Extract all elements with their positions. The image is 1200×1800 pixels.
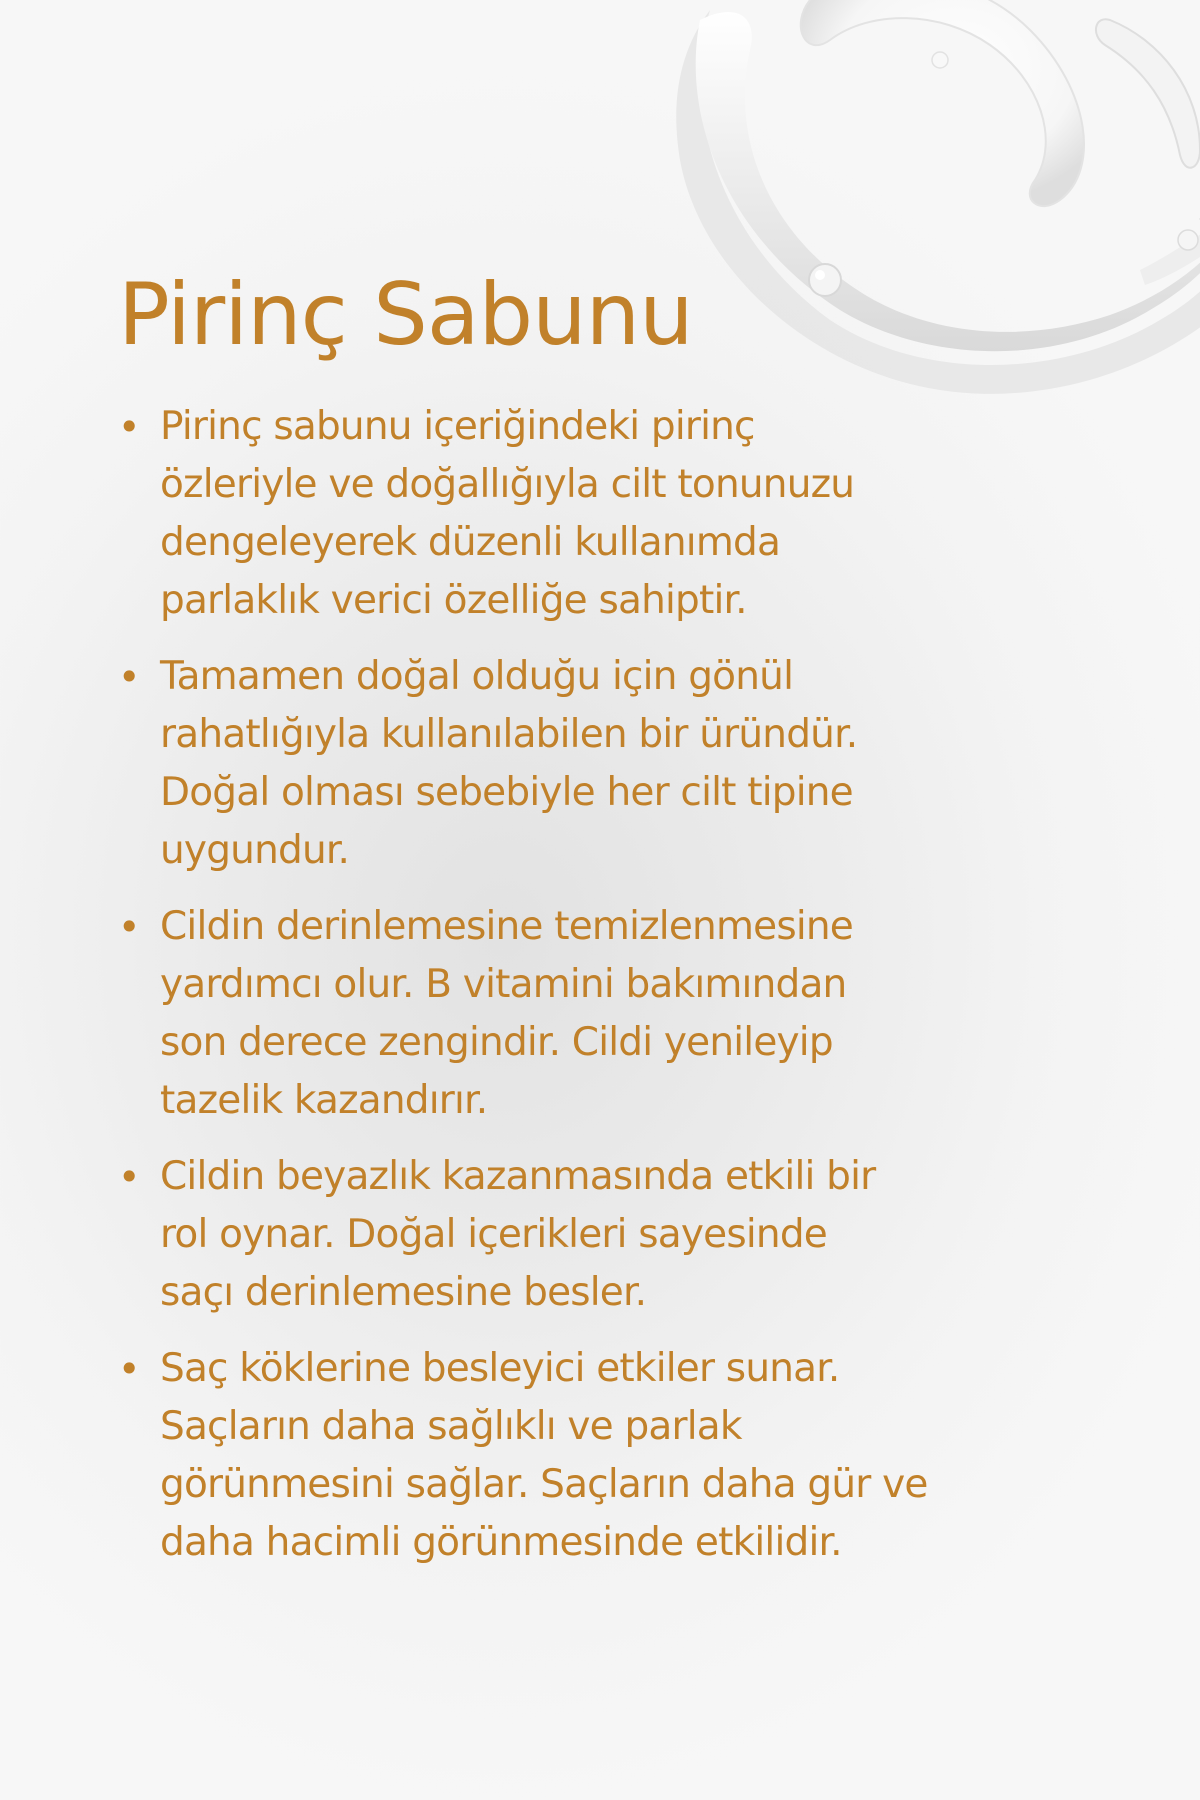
bullet-icon: • bbox=[118, 905, 141, 950]
list-item-line: Saç köklerine besleyici etkiler sunar. bbox=[160, 1346, 840, 1392]
bullet-icon: • bbox=[118, 405, 141, 450]
list-item-line: Cildin derinlemesine temizlenmesine bbox=[160, 904, 854, 950]
bullet-icon: • bbox=[118, 1347, 141, 1392]
list-item-line: Doğal olması sebebiyle her cilt tipine bbox=[160, 770, 853, 816]
list-item-line: daha hacimli görünmesinde etkilidir. bbox=[160, 1520, 842, 1566]
bullet-icon: • bbox=[118, 1155, 141, 1200]
list-item bbox=[118, 648, 978, 880]
content-area bbox=[118, 265, 978, 1590]
list-item-line: Cildin beyazlık kazanmasında etkili bir bbox=[160, 1154, 876, 1200]
list-item bbox=[118, 1340, 978, 1572]
list-item-line: Tamamen doğal olduğu için gönül bbox=[160, 654, 794, 700]
list-item bbox=[118, 1148, 978, 1322]
page-title: Pirinç Sabunu bbox=[118, 265, 693, 365]
list-item-line: uygundur. bbox=[160, 828, 350, 874]
list-item-line: son derece zengindir. Cildi yenileyip bbox=[160, 1020, 833, 1066]
list-item-line: Pirinç sabunu içeriğindeki pirinç bbox=[160, 404, 755, 450]
list-item bbox=[118, 898, 978, 1130]
list-item-line: tazelik kazandırır. bbox=[160, 1078, 488, 1124]
list-item-line: dengeleyerek düzenli kullanımda bbox=[160, 520, 781, 566]
list-item-line: saçı derinlemesine besler. bbox=[160, 1270, 647, 1316]
list-item-line: rol oynar. Doğal içerikleri sayesinde bbox=[160, 1212, 827, 1258]
list-item-line: parlaklık verici özelliğe sahiptir. bbox=[160, 578, 747, 624]
list-item-line: özleriyle ve doğallığıyla cilt tonunuzu bbox=[160, 462, 855, 508]
feature-list bbox=[118, 398, 978, 1572]
list-item bbox=[118, 398, 978, 630]
list-item-line: görünmesini sağlar. Saçların daha gür ve bbox=[160, 1462, 928, 1508]
list-item-line: yardımcı olur. B vitamini bakımından bbox=[160, 962, 847, 1008]
list-item-line: rahatlığıyla kullanılabilen bir üründür. bbox=[160, 712, 858, 758]
bullet-icon: • bbox=[118, 655, 141, 700]
list-item-line: Saçların daha sağlıklı ve parlak bbox=[160, 1404, 742, 1450]
